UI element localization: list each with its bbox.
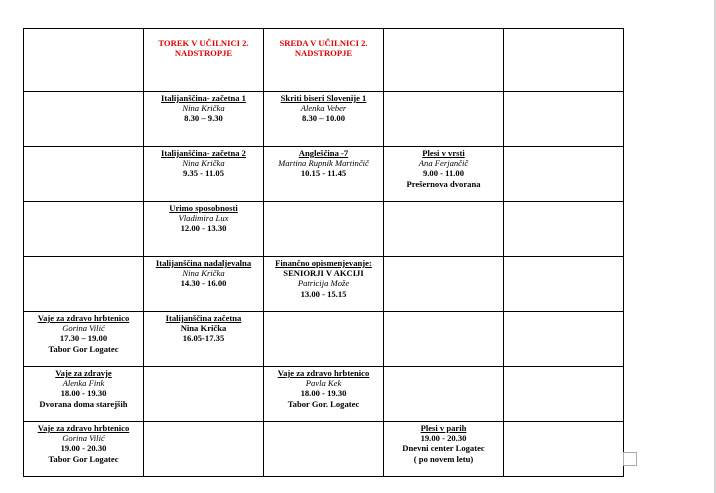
class-subtitle: SENIORJI V AKCIJI bbox=[283, 268, 364, 279]
table-row bbox=[24, 92, 624, 147]
header-cell-empty bbox=[504, 29, 624, 92]
teacher-name: Alenka Veber bbox=[300, 103, 347, 114]
teacher-name: Pavla Kek bbox=[305, 378, 342, 389]
time: 16.05-17.35 bbox=[182, 333, 225, 344]
class-title: Italijanščina- začetna 2 bbox=[161, 148, 246, 158]
class-cell bbox=[264, 257, 384, 312]
teacher-name: Gorina Vilić bbox=[62, 433, 105, 444]
class-title: Italijanščina- začetna 1 bbox=[161, 93, 246, 103]
time: 13.00 - 15.15 bbox=[300, 288, 347, 299]
location: Prešernova dvorana bbox=[406, 178, 481, 189]
time: 10.15 - 11.45 bbox=[300, 168, 347, 179]
time: 17.30 – 19.00 bbox=[59, 333, 108, 344]
teacher-name: Gorina Vilić bbox=[62, 323, 105, 334]
time: 12.00 - 13.30 bbox=[180, 223, 227, 234]
class-title: Vaje za zdravje bbox=[55, 368, 112, 378]
teacher-name: Nina Krička bbox=[182, 103, 225, 114]
table-row bbox=[24, 257, 624, 312]
teacher-name: Alenka Fink bbox=[62, 378, 105, 389]
location: Dvorana doma starejših bbox=[39, 398, 128, 409]
note: ( po novem letu) bbox=[413, 453, 474, 464]
table-row bbox=[24, 367, 624, 422]
teacher-name: Nina Krička bbox=[182, 268, 225, 279]
class-title: Vaje za zdravo hrbtenico bbox=[37, 423, 130, 433]
time: 8.30 – 9.30 bbox=[184, 113, 223, 124]
class-title: Angleščina -7 bbox=[298, 148, 349, 158]
class-cell bbox=[384, 147, 504, 202]
class-cell bbox=[24, 422, 144, 477]
class-cell bbox=[24, 312, 144, 367]
time: 19.00 - 20.30 bbox=[60, 443, 107, 454]
teacher-name: Ana Ferjančič bbox=[418, 158, 469, 169]
location: Tabor Gor Logatec bbox=[48, 453, 119, 464]
teacher-name: Patricija Može bbox=[297, 278, 350, 289]
header-tuesday: TOREK V UČILNICI 2. NADSTROPJE bbox=[144, 29, 264, 92]
class-title: Italijanščina začetna bbox=[165, 313, 242, 323]
teacher-name: Nina Krička bbox=[182, 158, 225, 169]
header-cell-empty bbox=[24, 29, 144, 92]
teacher-name: Nina Krička bbox=[180, 323, 227, 334]
class-title: Urimo sposobnosti bbox=[169, 203, 238, 213]
class-title: Skriti biseri Slovenije 1 bbox=[280, 93, 367, 103]
class-cell bbox=[144, 257, 264, 312]
schedule-table bbox=[23, 28, 624, 477]
table-row bbox=[24, 312, 624, 367]
teacher-name: Martina Rupnik Martinčič bbox=[278, 158, 369, 169]
table-row bbox=[24, 147, 624, 202]
location: Tabor Gor Logatec bbox=[48, 343, 119, 354]
class-title: Plesi v vrsti bbox=[422, 148, 465, 158]
class-cell bbox=[264, 92, 384, 147]
table-resize-handle[interactable] bbox=[623, 452, 637, 466]
table-row bbox=[24, 422, 624, 477]
header-cell-empty bbox=[384, 29, 504, 92]
time: 18.00 - 19.30 bbox=[60, 388, 107, 399]
class-cell bbox=[264, 367, 384, 422]
header-row bbox=[24, 29, 624, 92]
class-cell bbox=[384, 422, 504, 477]
time: 19.00 - 20.30 bbox=[420, 433, 467, 444]
class-cell bbox=[144, 312, 264, 367]
time: 18.00 - 19.30 bbox=[300, 388, 347, 399]
class-cell bbox=[264, 147, 384, 202]
class-title: Plesi v parih bbox=[420, 423, 467, 433]
teacher-name: Vladimira Lux bbox=[178, 213, 229, 224]
location: Tabor Gor. Logatec bbox=[287, 398, 360, 409]
time: 9.35 - 11.05 bbox=[182, 168, 225, 179]
class-cell bbox=[144, 202, 264, 257]
location: Dnevni center Logatec bbox=[402, 443, 485, 454]
class-cell bbox=[24, 367, 144, 422]
time: 9.00 - 11.00 bbox=[422, 168, 465, 179]
header-wednesday: SREDA V UČILNICI 2. NADSTROPJE bbox=[264, 29, 384, 92]
class-title: Vaje za zdravo hrbtenico bbox=[37, 313, 130, 323]
class-title: Finančno opismenjevanje: bbox=[275, 258, 372, 268]
class-cell bbox=[144, 92, 264, 147]
class-cell bbox=[144, 147, 264, 202]
time: 8.30 – 10.00 bbox=[302, 113, 345, 124]
table-row bbox=[24, 202, 624, 257]
time: 14.30 - 16.00 bbox=[180, 278, 227, 289]
class-title: Vaje za zdravo hrbtenico bbox=[277, 368, 370, 378]
class-title: Italijanščina nadaljevalna bbox=[155, 258, 252, 268]
